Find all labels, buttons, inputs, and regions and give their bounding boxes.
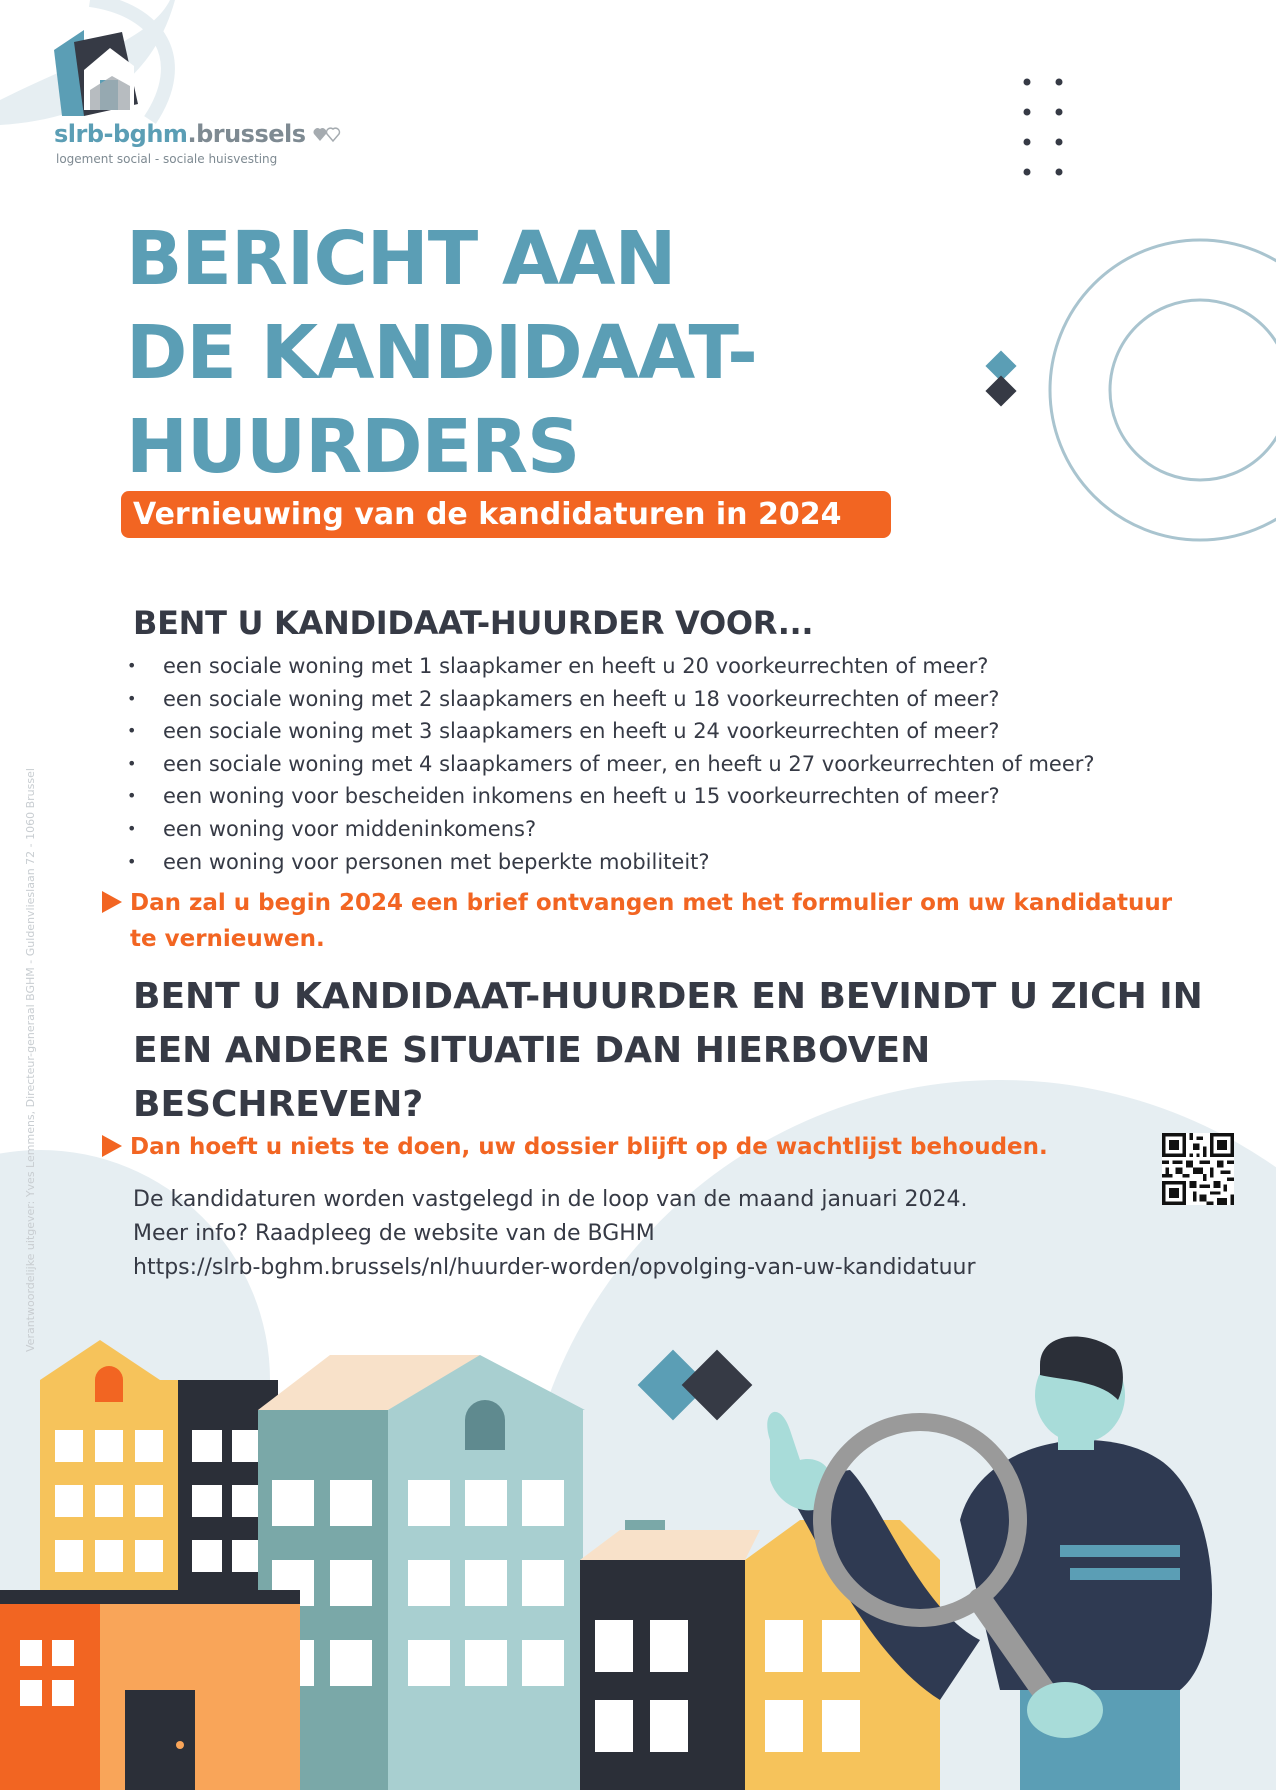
website-link[interactable]: https://slrb-bghm.brussels/nl/huurder-worden/opvolging-van-uw-kandidatuur: [133, 1255, 976, 1280]
decor-ring-outer: [1050, 240, 1276, 540]
section2-heading-line2: EEN ANDERE SITUATIE DAN HIERBOVEN: [133, 1030, 931, 1071]
callout-renew-line1: Dan zal u begin 2024 een brief ontvangen met het formulier om uw kandidatuur: [130, 890, 1173, 916]
eligibility-list: [125, 650, 1095, 878]
info-block: [133, 1183, 976, 1285]
section2-heading: [133, 970, 1203, 1132]
logo-name-part1: slrb-bghm: [54, 120, 188, 148]
section2-heading-line1: BENT U KANDIDAAT-HUURDER EN BEVINDT U ZICH IN: [133, 976, 1203, 1017]
arrow-right-icon: [102, 891, 122, 913]
list-item: • een sociale woning met 1 slaapkamer en heeft u 20 voorkeurrechten of meer?: [125, 650, 1095, 683]
list-item: • een sociale woning met 2 slaapkamers en heeft u 18 voorkeurrechten of meer?: [125, 683, 1095, 716]
section1-heading: BENT U KANDIDAAT-HUURDER VOOR...: [133, 604, 814, 642]
callout-no-action-text: Dan hoeft u niets te doen, uw dossier blijft op de wachtlijst behouden.: [130, 1134, 1048, 1160]
qr-code[interactable]: [1162, 1133, 1234, 1205]
subtitle-banner: Vernieuwing van de kandidaturen in 2024: [121, 491, 891, 538]
publisher-note: Verantwoordelijke uitgever: Yves Lemmens, Directeur-generaal BGHM - Guldenvlieslaan 72 - 1060 Brussel: [24, 768, 37, 1352]
list-item: • een sociale woning met 3 slaapkamers en heeft u 24 voorkeurrechten of meer?: [125, 715, 1095, 748]
callout-renew: [102, 885, 1172, 957]
logo-wordmark: [54, 120, 341, 148]
logo[interactable]: [54, 30, 344, 170]
hearts-icon: [313, 127, 341, 143]
logo-tagline: logement social - sociale huisvesting: [56, 152, 278, 166]
arrow-right-icon: [102, 1135, 122, 1157]
page-title: [126, 212, 757, 494]
list-item: • een woning voor bescheiden inkomens en heeft u 15 voorkeurrechten of meer?: [125, 780, 1095, 813]
diamond-dark-small: [985, 375, 1016, 406]
dots-grid-decor: [1024, 79, 1063, 176]
list-item: • een woning voor middeninkomens?: [125, 813, 1095, 846]
callout-no-action: [102, 1129, 1048, 1165]
info-line-dates: De kandidaturen worden vastgelegd in de loop van de maand januari 2024.: [133, 1187, 968, 1212]
info-line-more: Meer info? Raadpleeg de website van de BGHM: [133, 1221, 655, 1246]
callout-renew-line2: te vernieuwen.: [130, 926, 325, 952]
title-line-2: DE KANDIDAAT-: [126, 310, 757, 396]
title-line-1: BERICHT AAN: [126, 216, 676, 302]
building-orange-front: [0, 1590, 300, 1790]
house-logo-icon: [54, 30, 144, 116]
title-line-3: HUURDERS: [126, 404, 580, 490]
decor-ring-inner: [1110, 300, 1276, 480]
section2-heading-line3: BESCHREVEN?: [133, 1084, 424, 1125]
list-item: • een woning voor personen met beperkte mobiliteit?: [125, 846, 1095, 879]
logo-name-part2: .brussels: [187, 120, 306, 148]
building-teal-tall: [258, 1355, 585, 1790]
list-item: • een sociale woning met 4 slaapkamers of meer, en heeft u 27 voorkeurrechten of meer?: [125, 748, 1095, 781]
